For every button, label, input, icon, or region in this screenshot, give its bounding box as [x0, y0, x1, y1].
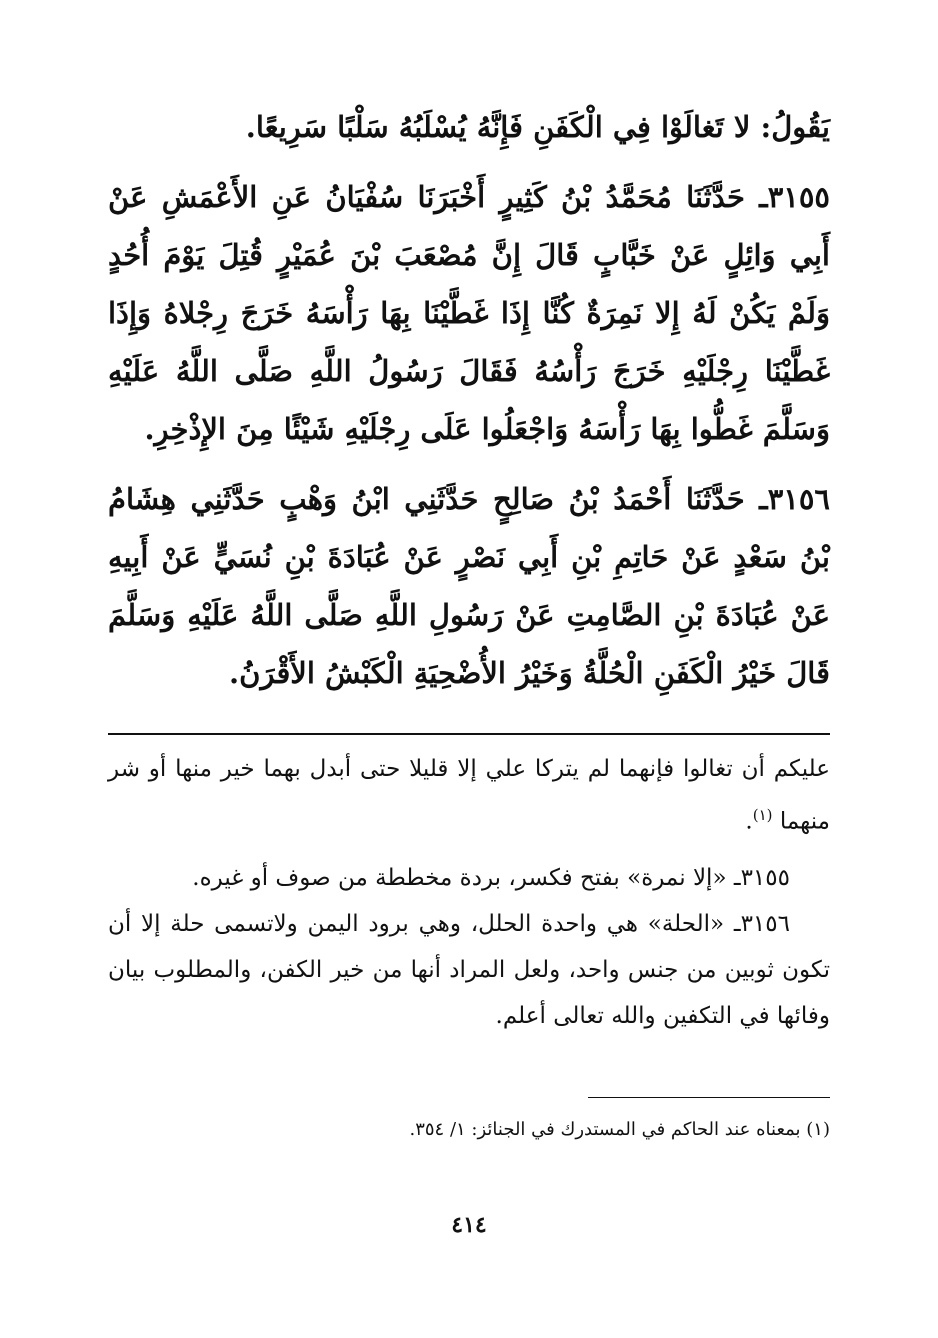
hadith-3156 [108, 470, 830, 702]
hadith-number-3156: ٣١٥٦ [767, 482, 830, 516]
footnote-divider [588, 1097, 830, 1098]
page-number: ٤١٤ [451, 1212, 487, 1238]
hadith-text-3156: ـ حَدَّثَنَا أَحْمَدُ بْنُ صَالِحٍ حَدَّثَنِي ابْنُ وَهْبٍ حَدَّثَنِي هِشَامُ بْنُ سَعْدٍ عَنْ حَاتِمِ بْنِ أَبِي نَصْرٍ عَنْ عُبَادَةَ بْنِ نُسَيٍّ عَنْ أَبِيهِ عَنْ عُبَادَةَ بْنِ الصَّامِتِ عَنْ رَسُولِ اللَّهِ صَلَّى اللَّهُ عَلَيْهِ وَسَلَّمَ قَالَ خَيْرُ الْكَفَنِ الْحُلَّةُ وَخَيْرُ الأُضْحِيَةِ الْكَبْشُ الأَقْرَنُ. [108, 482, 830, 690]
commentary-continuation-text: عليكم أن تغالوا فإنهما لم يتركا علي إلا قليلا حتى أبدل بهما خير منها أو شر منهما [108, 756, 830, 835]
hadith-number-3155: ٣١٥٥ [767, 180, 830, 214]
note-3155: ٣١٥٥ـ «إلا نمرة» بفتح فكسر، بردة مخططة من صوف أو غيره. [192, 864, 790, 891]
commentary-continuation-end: . [745, 808, 753, 835]
commentary-divider [108, 733, 830, 735]
footnote-reference: (١) [752, 806, 773, 824]
footnote: (١) بمعناه عند الحاكم في المستدرك في الجنائز: ١/ ٣٥٤. [409, 1119, 830, 1140]
commentary-block [108, 746, 830, 1039]
hadith-text-3155: ـ حَدَّثَنَا مُحَمَّدُ بْنُ كَثِيرٍ أَخْبَرَنَا سُفْيَانُ عَنِ الأَعْمَشِ عَنْ أَبِي وَائِلٍ عَنْ خَبَّابٍ قَالَ إِنَّ مُصْعَبَ بْنَ عُمَيْرٍ قُتِلَ يَوْمَ أُحُدٍ وَلَمْ يَكُنْ لَهُ إِلا نَمِرَةٌ كُنَّا إِذَا غَطَّيْنَا بِهَا رَأْسَهُ خَرَجَ رِجْلاهُ وَإِذَا غَطَّيْنَا رِجْلَيْهِ خَرَجَ رَأْسُهُ فَقَالَ رَسُولُ اللَّهِ صَلَّى اللَّهُ عَلَيْهِ وَسَلَّمَ غَطُّوا بِهَا رَأْسَهُ وَاجْعَلُوا عَلَى رِجْلَيْهِ شَيْئًا مِنَ الإِذْخِرِ. [108, 180, 830, 446]
hadith-text-block [108, 98, 830, 702]
hadith-3155 [108, 168, 830, 458]
note-3156: ٣١٥٦ـ «الحلة» هي واحدة الحلل، وهي برود اليمن ولاتسمى حلة إلا أن تكون ثوبين من جنس واحد، ولعل المراد أنها من خير الكفن، والمطلوب بيان وفائها في التكفين والله تعالى أعلم. [108, 910, 830, 1029]
opening-line: يَقُولُ: لا تَغالَوْا فِي الْكَفَنِ فَإِنَّهُ يُسْلَبُهُ سَلْبًا سَرِيعًا. [245, 110, 830, 144]
commentary-continuation [108, 746, 830, 845]
